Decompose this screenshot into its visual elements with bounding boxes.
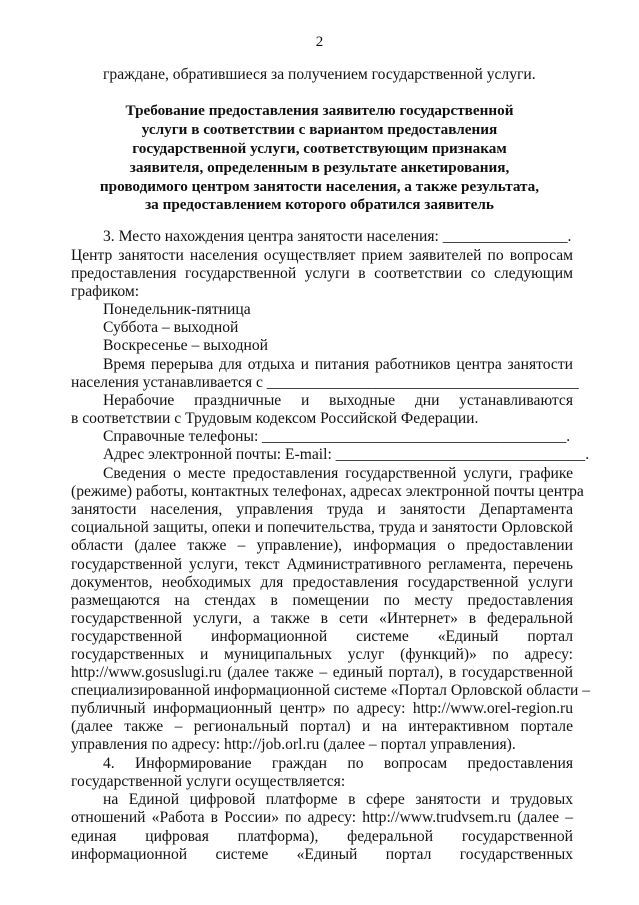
heading-line: проводимого центром занятости населения, а также результата, [99, 178, 540, 195]
text-line: Время перерыва для отдыха и питания работников центра занятости [103, 356, 573, 373]
text-line: http://www.gosuslugi.ru (далее также – единый портал), в государственной [71, 664, 573, 681]
text-line: размещаются на стендах в помещении по месту предоставления [71, 592, 573, 609]
text-line: Нерабочие праздничные и выходные дни устанавливаются [103, 392, 573, 409]
text-line: занятости населения, управления труда и занятости Департамента [71, 501, 573, 518]
text-line: Понедельник-пятница [103, 301, 251, 318]
text-line: документов, необходимых для предоставления государственной услуги [71, 574, 573, 591]
intro-line: граждане, обратившиеся за получением государственной услуги. [103, 66, 536, 83]
text-line: государственной услуги, а также в сети «Интернет» в федеральной [71, 610, 573, 627]
text-line: Сведения о месте предоставления государственной услуги, графике [103, 465, 573, 482]
text-line: специализированной информационной системе «Портал Орловской области – [71, 682, 591, 699]
page-number: 2 [315, 34, 324, 50]
text-line: 4. Информирование граждан по вопросам предоставления [103, 755, 573, 772]
text-line: информационной системе «Единый портал государственных [71, 846, 573, 863]
text-line: публичный информационный центр» по адресу: http://www.orel-region.ru [71, 700, 573, 717]
text-line: графиком: [71, 283, 140, 300]
text-line: области (далее также – управление), информация о предоставлении [71, 537, 573, 554]
text-line: социальной защиты, опеки и попечительства, труда и занятости Орловской [71, 519, 573, 536]
text-line: (режиме) работы, контактных телефонах, адресах электронной почты центра [71, 483, 584, 500]
text-line: на Единой цифровой платформе в сфере занятости и трудовых [103, 791, 573, 808]
text-line: Справочные телефоны: _______________________________________. [103, 428, 571, 445]
text-line: управления по адресу: http://job.orl.ru (далее – портал управления). [71, 736, 516, 753]
text-line: отношений «Работа в России» по адресу: http://www.trudvsem.ru (далее – [71, 809, 573, 826]
heading-line: заявителя, определенным в результате анкетирования, [129, 159, 510, 176]
text-line: государственной услуги осуществляется: [71, 773, 346, 790]
text-line: Воскресенье – выходной [103, 337, 269, 354]
text-line: государственной услуги, текст Административного регламента, перечень [71, 556, 573, 573]
text-line: (далее также – региональный портал) и на интерактивном портале [71, 718, 573, 735]
text-line: единая цифровая платформа), федеральной государственной [71, 828, 573, 845]
heading-line: за предоставлением которого обратился заявитель [145, 196, 494, 213]
text-line: Адрес электронной почты: E-mail: ________________________________. [103, 446, 590, 463]
text-line: государственной информационной системе «Единый портал [71, 628, 573, 645]
text-line: Суббота – выходной [103, 319, 239, 336]
text-line: в соответствии с Трудовым кодексом Российской Федерации. [71, 410, 479, 427]
text-line: 3. Место нахождения центра занятости населения: ________________. [103, 228, 572, 245]
heading-line: услуги в соответствии с вариантом предоставления [141, 121, 498, 138]
text-line: предоставления государственной услуги в соответствии со следующим [71, 265, 573, 282]
text-line: населения устанавливается с ________________________________________ [71, 374, 579, 391]
text-line: государственных и муниципальных услуг (функций)» по адресу: [71, 646, 573, 663]
text-line: Центр занятости населения осуществляет прием заявителей по вопросам [71, 247, 573, 264]
heading-line: государственной услуги, соответствующим признакам [132, 140, 507, 157]
heading-line: Требование предоставления заявителю государственной [125, 102, 514, 119]
